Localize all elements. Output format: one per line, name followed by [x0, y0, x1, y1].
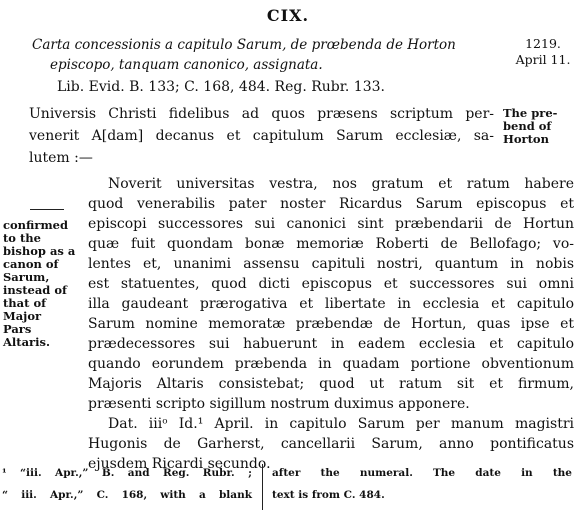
left-sidenote-line: that of [3, 296, 47, 310]
left-sidenote-line: canon of [3, 257, 59, 271]
body-line-3: episcopi successores sui canonici sint præbendarii de Hortun [88, 216, 574, 232]
body-line-6: est statuentes, quod dicti episcopus et successores sui omni [88, 276, 574, 292]
date-day: April 11. [515, 52, 571, 67]
date-margin [511, 36, 575, 68]
body-line-9: prædecessores sui habuerunt in eadem ecclesia et capitulo [88, 336, 574, 352]
footnote-left-1: ¹ “iii. Apr.,” B. and Reg. Rubr. ; [2, 467, 252, 479]
right-sidenote-line: bend of [503, 119, 552, 133]
charter-title-line-1: Carta concessionis a capitulo Sarum, de prœbenda de Horton [32, 37, 456, 53]
left-sidenote-line: Pars [3, 322, 32, 336]
footnote-right-2: text is from C. 484. [272, 489, 385, 501]
left-sidenote-line: confirmed [3, 218, 68, 232]
charter-title-line-2: episcopo, tanquam canonico, assignata. [50, 57, 323, 73]
body-line-7: illa gaudeant prærogativa et libertate in ecclesia et capitulo [88, 296, 574, 312]
body-line-12: præsenti scripto sigillum nostrum duximus apponere. [88, 396, 470, 412]
sidenote-rule [30, 209, 64, 210]
left-sidenote-line: bishop as a [3, 244, 76, 258]
body-line-10: quando eorundem præbenda in quadam portione obventionum [88, 356, 574, 372]
opening-line-2: venerit A[dam] decanus et capitulum Sarum ecclesiæ, sa- [29, 128, 494, 144]
left-sidenote-line: Sarum, [3, 270, 50, 284]
body-line-8: Sarum nomine memoratæ præbendæ de Hortun, quas ipse et [88, 316, 574, 332]
date-year: 1219. [525, 36, 561, 51]
body-line-2: quod venerabilis pater noster Ricardus Sarum episcopus et [88, 196, 574, 212]
body-line-4: quæ fuit quondam bonæ memoriæ Roberti de Bellofago; vo- [88, 236, 574, 252]
opening-line-3: lutem :— [29, 150, 93, 166]
charter-number: CIX. [266, 6, 310, 25]
right-sidenote-line: Horton [503, 132, 549, 146]
source-references: Lib. Evid. B. 133; C. 168, 484. Reg. Rubr. 133. [57, 79, 385, 95]
left-sidenote-line: instead of [3, 283, 67, 297]
footnote-right-1: after the numeral. The date in the [272, 467, 572, 479]
left-sidenote-line: Altaris. [3, 335, 50, 349]
right-sidenote-line: The pre- [503, 106, 558, 120]
footnote-left-2: “ iii. Apr.,” C. 168, with a blank [2, 489, 252, 501]
left-sidenote [3, 219, 75, 349]
body-line-11: Majoris Altaris consistebat; quod ut ratum sit et firmum, [88, 376, 574, 392]
body-line-14: Hugonis de Garherst, cancellarii Sarum, anno pontificatus [88, 436, 574, 452]
left-sidenote-line: to the [3, 231, 41, 245]
right-sidenote [503, 107, 557, 146]
body-line-5: lentes et, unanimi assensu capituli nostri, quantum in nobis [88, 256, 574, 272]
body-line-15: ejusdem Ricardi secundo. [88, 456, 271, 472]
footnote-divider [262, 464, 263, 510]
opening-line-1: Universis Christi fidelibus ad quos præsens scriptum per- [29, 106, 494, 122]
body-line-13: Dat. iiiᵒ Id.¹ April. in capitulo Sarum per manum magistri [108, 416, 574, 432]
left-sidenote-line: Major [3, 309, 42, 323]
body-line-1: Noverit universitas vestra, nos gratum et ratum habere [108, 176, 574, 192]
